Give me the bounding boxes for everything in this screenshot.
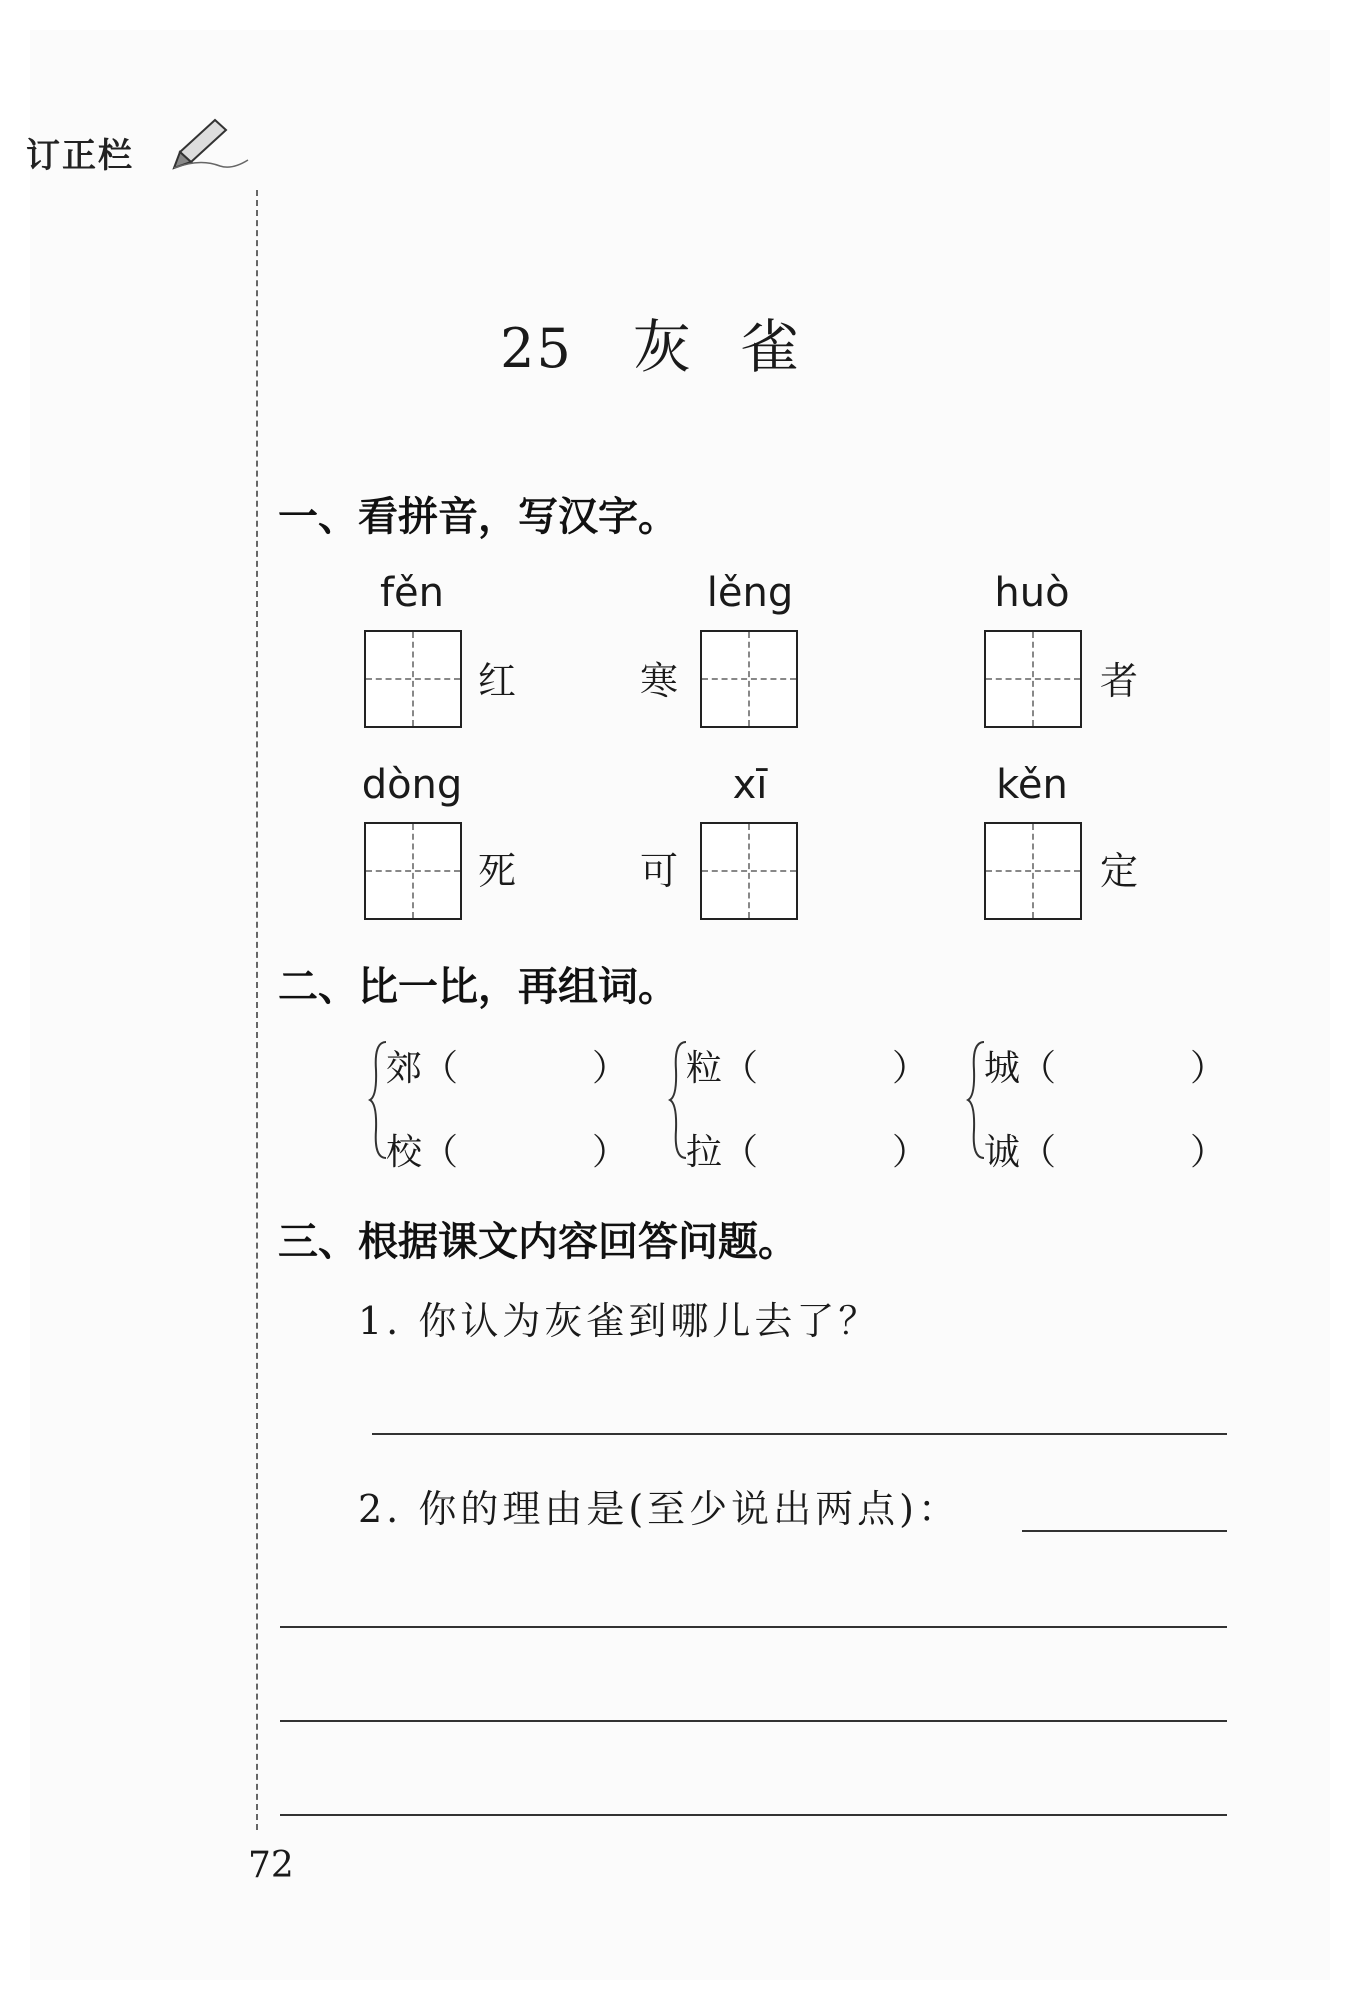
section3-heading: 三、根据课文内容回答问题。 <box>278 1219 798 1265</box>
answer-line-q2-1[interactable] <box>280 1626 1227 1628</box>
char-box-1[interactable] <box>364 630 462 728</box>
answer-line-q2-2[interactable] <box>280 1720 1227 1722</box>
pair-3-bottom: 诚（ <box>984 1132 1057 1173</box>
question-2: 2. 你的理由是(至少说出两点)： <box>358 1487 960 1531</box>
pinyin-5: xī <box>732 762 768 808</box>
pair-3-top: 城（ <box>984 1048 1057 1089</box>
word-part-3: 者 <box>1100 659 1139 703</box>
lesson-number: 25 <box>500 317 573 380</box>
answer-line-q2-3[interactable] <box>280 1814 1227 1816</box>
pair-2-bottom-close: ） <box>892 1132 929 1173</box>
pinyin-2: lěng <box>706 570 794 616</box>
pair-3-top-close: ） <box>1190 1048 1227 1089</box>
section1-heading: 一、看拼音，写汉字。 <box>278 494 678 540</box>
section2-heading: 二、比一比，再组词。 <box>278 964 678 1010</box>
pinyin-4: dòng <box>361 762 463 808</box>
pair-1-bottom-close: ） <box>592 1132 629 1173</box>
word-part-2: 寒 <box>640 659 679 703</box>
question-1: 1. 你认为灰雀到哪儿去了？ <box>358 1299 881 1343</box>
pinyin-1: fěn <box>379 570 445 616</box>
brace-3 <box>966 1040 986 1160</box>
correction-column-label: 订正栏 <box>26 136 134 176</box>
pencil-icon <box>160 112 250 172</box>
brace-1 <box>368 1040 388 1160</box>
word-part-5: 可 <box>640 849 679 893</box>
lesson-title <box>0 300 1349 384</box>
pair-1-top-close: ） <box>592 1048 629 1089</box>
page-number: 72 <box>248 1845 294 1886</box>
char-box-2[interactable] <box>700 630 798 728</box>
char-box-4[interactable] <box>364 822 462 920</box>
word-part-4: 死 <box>478 849 517 893</box>
lesson-name: 灰雀 <box>632 313 849 381</box>
pair-1-top: 郊（ <box>386 1048 459 1089</box>
pinyin-3: huò <box>994 570 1070 616</box>
pair-3-bottom-close: ） <box>1190 1132 1227 1173</box>
margin-divider <box>256 190 258 1830</box>
pair-2-top: 粒（ <box>686 1048 759 1089</box>
answer-line-q1[interactable] <box>372 1433 1227 1435</box>
answer-line-q2-inline[interactable] <box>1022 1530 1227 1532</box>
word-part-6: 定 <box>1100 849 1139 893</box>
pair-1-bottom: 校（ <box>386 1132 459 1173</box>
pair-2-bottom: 拉（ <box>686 1132 759 1173</box>
char-box-5[interactable] <box>700 822 798 920</box>
char-box-6[interactable] <box>984 822 1082 920</box>
pair-2-top-close: ） <box>892 1048 929 1089</box>
word-part-1: 红 <box>478 659 517 703</box>
pinyin-6: kěn <box>996 762 1068 808</box>
brace-2 <box>668 1040 688 1160</box>
char-box-3[interactable] <box>984 630 1082 728</box>
